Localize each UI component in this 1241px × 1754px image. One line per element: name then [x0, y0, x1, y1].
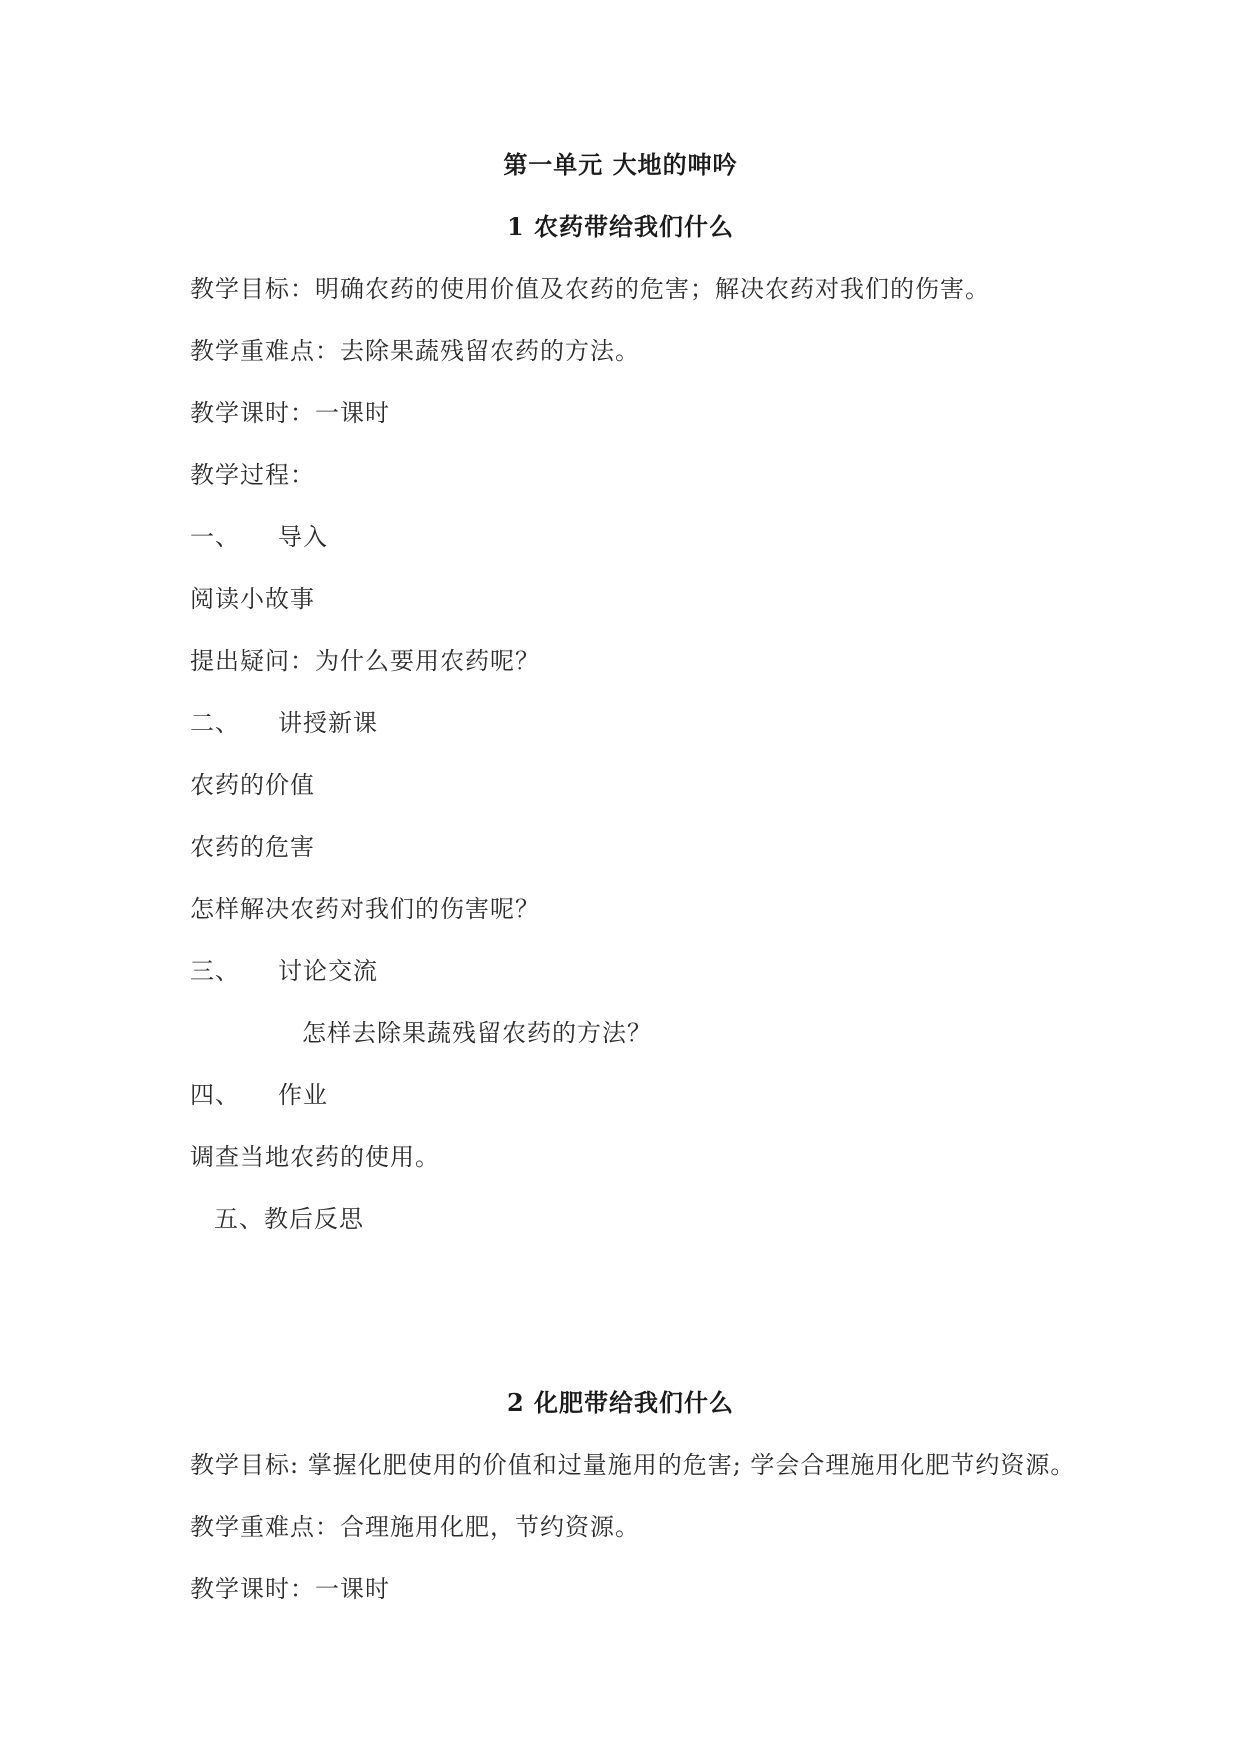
step4-title: 作业: [278, 1081, 328, 1109]
step3-title: 讨论交流: [278, 957, 378, 985]
step1-title: 导入: [278, 523, 328, 551]
lesson1-step1-item-b: 提出疑问：为什么要用农药呢？: [190, 647, 540, 675]
lesson1-step2-heading: [190, 708, 378, 738]
lesson2-title: 2 化肥带给我们什么: [506, 1388, 735, 1417]
lesson1-step5: 五、教后反思: [214, 1205, 364, 1233]
lesson2-goal: 教学目标: 掌握化肥使用的价值和过量施用的危害; 学会合理施用化肥节约资源。: [190, 1451, 1076, 1479]
step2-title: 讲授新课: [278, 709, 378, 737]
lesson1-step1-heading: [190, 522, 328, 552]
lesson1-step2-item-b: 农药的危害: [190, 833, 315, 861]
lesson1-step2-item-a: 农药的价值: [190, 771, 315, 799]
step3-number: 三、: [190, 957, 240, 985]
step1-number: 一、: [190, 523, 240, 551]
lesson1-step3-heading: [190, 956, 378, 986]
lesson1-step1-item-a: 阅读小故事: [190, 585, 315, 613]
lesson1-goal: 教学目标：明确农药的使用价值及农药的危害；解决农药对我们的伤害。: [190, 275, 990, 303]
lesson1-step4-item-a: 调查当地农药的使用。: [190, 1143, 440, 1171]
lesson1-title: 1 农药带给我们什么: [506, 212, 735, 241]
lesson1-duration: 教学课时：一课时: [190, 399, 390, 427]
lesson1-key-points: 教学重难点：去除果蔬残留农药的方法。: [190, 337, 640, 365]
unit-title: 第一单元 大地的呻吟: [503, 150, 738, 179]
lesson2-key-points: 教学重难点：合理施用化肥，节约资源。: [190, 1513, 640, 1541]
step2-number: 二、: [190, 709, 240, 737]
lesson1-step3-item-a: 怎样去除果蔬残留农药的方法？: [302, 1019, 652, 1047]
lesson2-duration: 教学课时：一课时: [190, 1575, 390, 1603]
step4-number: 四、: [190, 1081, 240, 1109]
lesson1-process-label: 教学过程：: [190, 461, 315, 489]
lesson1-step4-heading: [190, 1080, 328, 1110]
lesson1-step2-item-c: 怎样解决农药对我们的伤害呢？: [190, 895, 540, 923]
